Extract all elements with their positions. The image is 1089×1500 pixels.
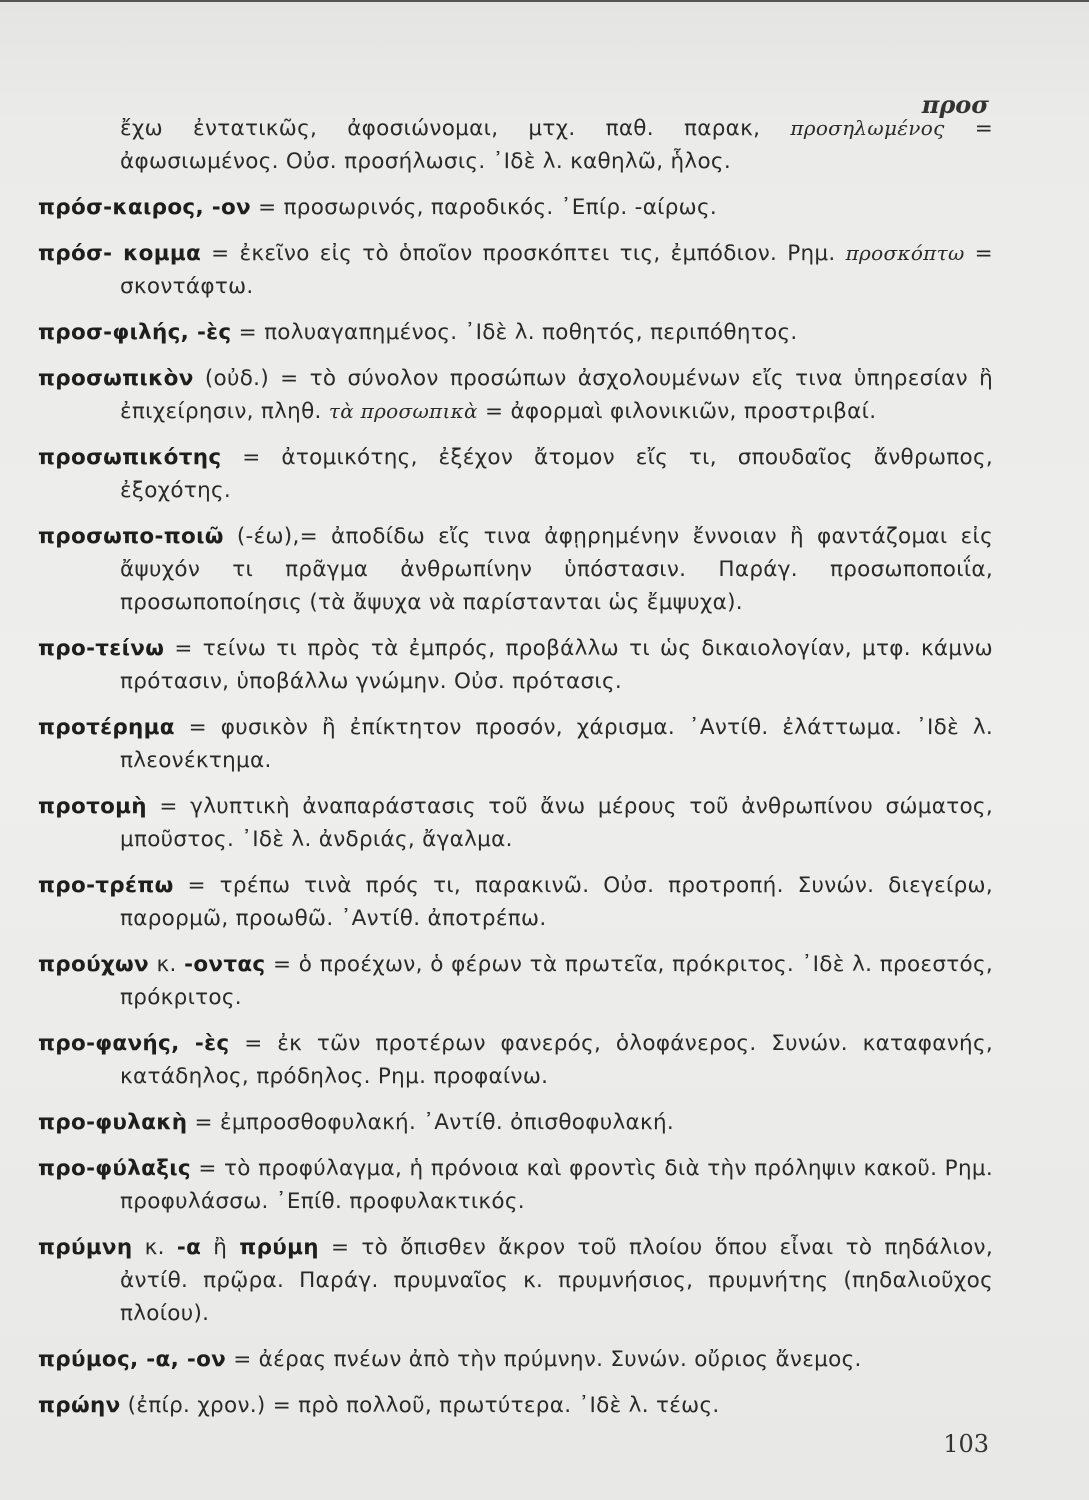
entry-text: -οντας xyxy=(184,952,266,977)
entry-text: = ἀέρας πνέων ἀπὸ τὴν πρύμνην. Συνών. οὔριος ἄνεμος. xyxy=(226,1347,862,1372)
entry-text: = τείνω τι πρὸς τὰ ἐμπρός, προβάλλω τι ὡς δικαιολογίαν, μτφ. κάμνω πρότασιν, ὑποβάλλω γνώμην. Οὐσ. πρότασις. xyxy=(120,636,993,694)
entry-text: = ὁ προέχων, ὁ φέρων τὰ πρωτεῖα, πρόκριτος. ᾿Ιδὲ λ. προεστός, πρόκριτος. xyxy=(120,952,994,1010)
entry-text: = ἐκ τῶν προτέρων φανερός, ὁλοφάνερος. Συνών. καταφανής, κατάδηλος, πρόδηλος. Ρημ. προφαίνω. xyxy=(120,1031,994,1089)
entry-text: = τὸ προφύλαγμα, ἡ πρόνοια καὶ φροντὶς διὰ τὴν πρόληψιν κακοῦ. Ρημ. προφυλάσσω. ᾿Επίθ. προφυλακτικός. xyxy=(120,1156,993,1214)
entry-text: = φυσικὸν ἢ ἐπίκτητον προσόν, χάρισμα. ᾿Αντίθ. ἐλάττωμα. ᾿Ιδὲ λ. πλεονέκτημα. xyxy=(120,715,993,773)
dictionary-entry xyxy=(38,1231,993,1330)
entry-text: τὰ προσωπικὰ xyxy=(328,399,478,423)
dictionary-entry xyxy=(38,520,993,619)
entry-headword: προσωπο-ποιῶ xyxy=(38,524,224,549)
entry-headword: προσωπικότης xyxy=(38,445,222,470)
entry-text: προσηλωμένος xyxy=(790,116,945,140)
entry-headword: πρύμνη xyxy=(38,1235,133,1260)
entry-headword: προσωπικὸν xyxy=(38,366,194,391)
entry-headword: προτομὴ xyxy=(38,794,147,819)
entry-headword: προύχων xyxy=(38,952,149,977)
dictionary-entry xyxy=(38,869,993,935)
entry-list xyxy=(38,112,993,1435)
dictionary-entry xyxy=(38,237,993,303)
entry-text: = ἀτομικότης, ἐξέχον ἄτομον εἴς τι, σπουδαῖος ἄνθρωπος, ἐξοχότης. xyxy=(120,445,993,503)
entry-text: = σκοντάφτω. xyxy=(120,241,993,299)
entry-text: = γλυπτικὴ ἀναπαράστασις τοῦ ἄνω μέρους τοῦ ἀνθρωπίνου σώματος, μποῦστος. ᾿Ιδὲ λ. ἀνδριάς, ἄγαλμα. xyxy=(120,794,993,852)
entry-headword: πρόσ-καιρος, -ον xyxy=(38,195,251,220)
entry-headword: προ-τρέπω xyxy=(38,873,174,898)
entry-text: προσκόπτω xyxy=(845,241,965,265)
entry-headword: προσ-φιλής, -ὲς xyxy=(38,320,232,345)
dictionary-entry xyxy=(38,112,993,178)
entry-text: = προσωρινός, παροδικός. ᾿Επίρ. -αίρως. xyxy=(250,195,718,220)
entry-text: κ. xyxy=(132,1235,177,1260)
entry-text: = τὸ ὄπισθεν ἄκρον τοῦ πλοίου ὅπου εἶναι τὸ πηδάλιον, ἀντίθ. πρῷρα. Παράγ. πρυμναῖος κ. πρυμνήσιος, πρυμνήτης (πηδαλιοῦχος πλοίου). xyxy=(120,1235,993,1326)
entry-text: -α xyxy=(176,1235,202,1260)
entry-text: = τρέπω τινὰ πρός τι, παρακινῶ. Οὐσ. προτροπή. Συνών. διεγείρω, παρορμῶ, προωθῶ. ᾿Αντίθ. ἀποτρέπω. xyxy=(120,873,993,931)
dictionary-entry xyxy=(38,948,993,1014)
entry-text: ἢ xyxy=(201,1235,240,1260)
entry-text: κ. xyxy=(149,952,185,977)
entry-text: = ἐκεῖνο εἰς τὸ ὁποῖον προσκόπτει τις, ἐμπόδιον. Ρημ. xyxy=(201,241,846,266)
dictionary-entry xyxy=(38,441,993,507)
dictionary-entry xyxy=(38,1343,993,1376)
entry-text: = πολυαγαπημένος. ᾿Ιδὲ λ. ποθητός, περιπόθητος. xyxy=(231,320,798,345)
entry-text: = ἀφωσιωμένος. Οὐσ. προσήλωσις. ᾿Ιδὲ λ. καθηλῶ, ἧλος. xyxy=(120,116,994,174)
dictionary-entry xyxy=(38,1027,993,1093)
entry-text: = ἐμπροσθοφυλακή. ᾿Αντίθ. ὀπισθοφυλακή. xyxy=(187,1110,675,1135)
dictionary-entry xyxy=(38,632,993,698)
entry-text: (οὐδ.) = τὸ σύνολον προσώπων ἀσχολουμένων εἴς τινα ὑπηρεσίαν ἢ ἐπιχείρησιν, πληθ. xyxy=(120,366,993,424)
entry-headword: προτέρημα xyxy=(38,715,175,740)
running-head: προσ xyxy=(921,90,989,119)
page-number: 103 xyxy=(943,1430,989,1458)
entry-text: πρύμη xyxy=(239,1235,319,1260)
dictionary-entry xyxy=(38,1389,993,1422)
dictionary-entry xyxy=(38,1106,993,1139)
entry-text: (ἐπίρ. χρον.) = πρὸ πολλοῦ, πρωτύτερα. ᾿Ιδὲ λ. τέως. xyxy=(120,1393,720,1418)
dictionary-entry xyxy=(38,790,993,856)
entry-text: ἔχω ἐντατικῶς, ἀφοσιώνομαι, μτχ. παθ. παρακ, xyxy=(120,116,791,141)
entry-text: (-έω),= ἀποδίδω εἴς τινα ἀφῃρημένην ἔννοιαν ἢ φαντάζομαι εἰς ἄψυχόν τι πρᾶγμα ἀνθρωπίνην ὑπόστασιν. Παράγ. προσωποποιΐα, προσωποποίησις (τὰ ἄψυχα νὰ παρίστανται ὡς ἔμψυχα). xyxy=(120,524,993,615)
dictionary-entry xyxy=(38,711,993,777)
dictionary-entry xyxy=(38,1152,993,1218)
entry-headword: προ-τείνω xyxy=(38,636,165,661)
entry-headword: πρώην xyxy=(38,1393,121,1418)
entry-headword: πρύμος, -α, -ον xyxy=(38,1347,227,1372)
dictionary-entry xyxy=(38,316,993,349)
entry-headword: προ-φυλακὴ xyxy=(38,1110,188,1135)
entry-headword: προ-φανής, -ὲς xyxy=(38,1031,230,1056)
entry-headword: πρόσ- κομμα xyxy=(38,241,202,266)
entry-headword: προ-φύλαξις xyxy=(38,1156,191,1181)
dictionary-entry xyxy=(38,191,993,224)
entry-text: = ἀφορμαὶ φιλονικιῶν, προστριβαί. xyxy=(477,399,877,424)
dictionary-entry xyxy=(38,362,993,428)
